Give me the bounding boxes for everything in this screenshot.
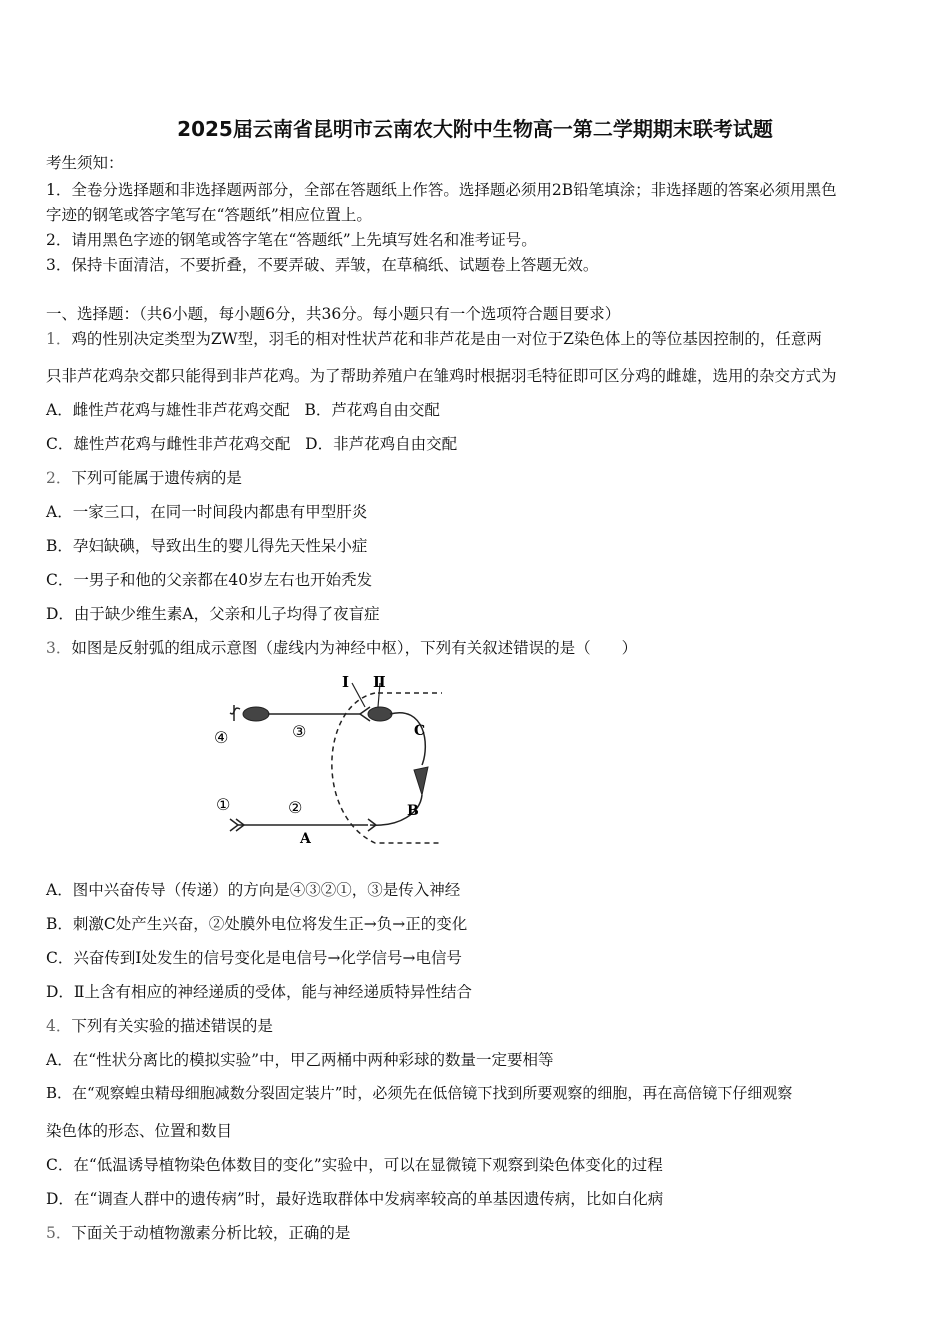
- notice-heading: 考生须知：: [46, 154, 124, 172]
- question-1-options-cd: [46, 432, 457, 454]
- effector-ending: [230, 708, 240, 714]
- question-number: 2．: [46, 469, 72, 487]
- notice-item: 2．请用黑色字迹的钢笔或答字笔在“答题纸”上先填写姓名和准考证号。: [46, 231, 537, 249]
- option-a[interactable]: A．在“性状分离比的模拟实验”中，甲乙两桶中两种彩球的数量一定要相等: [46, 1051, 554, 1069]
- notice-item: 1．全卷分选择题和非选择题两部分，全部在答题纸上作答。选择题必须用2B铅笔填涂；非选择题的答案必须用黑色: [46, 181, 837, 199]
- page-title: 2025届云南省昆明市云南农大附中生物高一第二学期期末联考试题: [177, 117, 773, 141]
- option-d[interactable]: D．Ⅱ上含有相应的神经递质的受体，能与神经递质特异性结合: [46, 983, 472, 1001]
- label-4: ④: [214, 728, 229, 747]
- label-A: A: [300, 831, 311, 847]
- option-a[interactable]: A．图中兴奋传导（传递）的方向是④③②①，③是传入神经: [46, 881, 461, 899]
- notice-item: 字迹的钢笔或答字笔写在“答题纸”相应位置上。: [46, 206, 372, 224]
- label-I: Ⅰ: [342, 673, 350, 691]
- sensory-ganglion: [414, 767, 428, 795]
- question-3: [46, 636, 637, 658]
- notice-item: 3．保持卡面清洁，不要折叠，不要弄破、弄皱，在草稿纸、试题卷上答题无效。: [46, 256, 599, 274]
- question-stem: 下列可能属于遗传病的是: [71, 469, 242, 487]
- question-number: 1．: [46, 330, 72, 348]
- option-c[interactable]: C．在“低温诱导植物染色体数目的变化”实验中，可以在显微镜下观察到染色体变化的过程: [46, 1156, 663, 1174]
- option-b[interactable]: B．芦花鸡自由交配: [304, 401, 440, 419]
- reflex-arc-diagram: [200, 665, 445, 850]
- option-c[interactable]: C．一男子和他的父亲都在40岁左右也开始秃发: [46, 571, 373, 589]
- option-d[interactable]: D．非芦花鸡自由交配: [305, 435, 458, 453]
- option-a[interactable]: A．雌性芦花鸡与雄性非芦花鸡交配: [46, 401, 290, 419]
- motor-neuron-body: [243, 707, 269, 721]
- option-d[interactable]: D．由于缺少维生素A，父亲和儿子均得了夜盲症: [46, 605, 380, 623]
- option-b-cont: 染色体的形态、位置和数目: [46, 1122, 233, 1140]
- question-stem: 下面关于动植物激素分析比较，正确的是: [71, 1224, 351, 1242]
- question-5: [46, 1221, 350, 1243]
- option-c[interactable]: C．雄性芦花鸡与雌性非芦花鸡交配: [46, 435, 291, 453]
- option-b[interactable]: B．刺激C处产生兴奋，②处膜外电位将发生正→负→正的变化: [46, 915, 468, 933]
- pointer-I: [352, 683, 365, 707]
- question-1-options-ab: [46, 398, 440, 420]
- question-stem: 鸡的性别决定类型为ZW型，羽毛的相对性状芦花和非芦花是由一对位于Z染色体上的等位基因控制的，任意两: [71, 330, 822, 348]
- question-number: 5．: [46, 1224, 72, 1242]
- section-heading: 一、选择题：（共6小题，每小题6分，共36分。每小题只有一个选项符合题目要求）: [46, 305, 621, 323]
- label-II: Ⅱ: [373, 673, 386, 691]
- question-1-stem-cont: 只非芦花鸡杂交都只能得到非芦花鸡。为了帮助养殖户在雏鸡时根据羽毛特征即可区分鸡的雌雄，选用的杂交方式为: [46, 367, 837, 385]
- option-b[interactable]: B．孕妇缺碘，导致出生的婴儿得先天性呆小症: [46, 537, 368, 555]
- question-number: 4．: [46, 1017, 72, 1035]
- question-1: [46, 327, 822, 349]
- option-c[interactable]: C．兴奋传到Ⅰ处发生的信号变化是电信号→化学信号→电信号: [46, 949, 462, 967]
- label-3: ③: [292, 722, 307, 741]
- question-number: 3．: [46, 639, 72, 657]
- question-4: [46, 1014, 273, 1036]
- option-d[interactable]: D．在“调查人群中的遗传病”时，最好选取群体中发病率较高的单基因遗传病，比如白化病: [46, 1190, 664, 1208]
- label-2: ②: [288, 798, 303, 817]
- label-1: ①: [216, 795, 231, 814]
- interneuron-body: [368, 707, 392, 721]
- option-a[interactable]: A．一家三口，在同一时间段内都患有甲型肝炎: [46, 503, 368, 521]
- option-b[interactable]: B．在“观察蝗虫精母细胞减数分裂固定装片”时，必须先在低倍镜下找到所要观察的细胞，再在高倍镜下仔细观察: [46, 1084, 793, 1102]
- question-stem: 如图是反射弧的组成示意图（虚线内为神经中枢），下列有关叙述错误的是（ ）: [71, 639, 638, 657]
- question-stem: 下列有关实验的描述错误的是: [71, 1017, 273, 1035]
- question-2: [46, 466, 242, 488]
- label-C: C: [414, 723, 426, 739]
- label-B: B: [407, 803, 419, 819]
